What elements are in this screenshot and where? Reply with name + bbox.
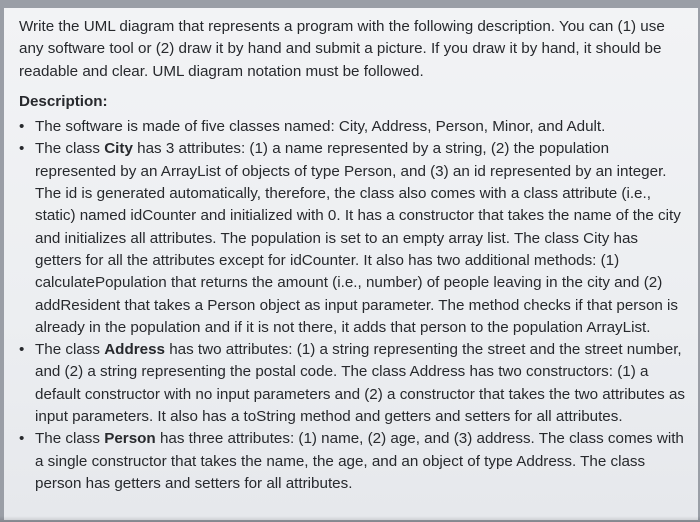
description-heading: Description: bbox=[19, 92, 108, 110]
intro-paragraph: Write the UML diagram that represents a program with the following description. You can (1) use any software tool or (2) draw it by hand and submit a picture. If you draw it by hand, it should be readable and clear. UML diagram notation must be followed. bbox=[19, 18, 665, 80]
class-name-city: City bbox=[104, 140, 133, 158]
class-name-person: Person bbox=[104, 430, 156, 448]
assignment-page bbox=[4, 8, 698, 520]
bullet-text: has three attributes: (1) name, (2) age, and (3) address. The class comes with a single constructor that takes the name, the age, and an object of type Address. The class person has getters and setters for all attributes. bbox=[35, 430, 684, 492]
bullet-text: has two attributes: (1) a string representing the street and the street number, and (2) a string representing the postal code. The class Address has two constructors: (1) a default constructor with no input parameters and (2) a constructor that takes the two attributes as input parameters. It also has a toString method and getters and setters for all attributes. bbox=[35, 341, 686, 426]
bullet-text: has 3 attributes: (1) a name represented by a string, (2) the population represented by an ArrayList of objects of type Person, and (3) an id represented by an integer. The id is generated automatically, therefore, the class also comes with a class attribute (i.e., static) named idCounter and initialized with 0. It has a constructor that takes the name of the city and initializes all attributes. The population is set to an empty array list. The class City has getters for all the attributes except for idCounter. It also has two additional methods: (1) calculatePopulation that returns the amount (i.e., number) of people leaving in the city and (2) addResident that takes a Person object as input parameter. The method checks if that person is already in the population and if it is not there, it adds that person to the population ArrayList. bbox=[35, 140, 681, 336]
list-item bbox=[19, 428, 688, 495]
bullet-icon: • bbox=[19, 118, 25, 136]
class-name-address: Address bbox=[104, 341, 165, 359]
bullet-icon: • bbox=[19, 140, 25, 158]
list-item bbox=[19, 116, 688, 138]
description-list bbox=[19, 116, 688, 495]
list-item bbox=[19, 339, 688, 428]
bullet-text: The class bbox=[35, 430, 105, 448]
page-edge-shadow bbox=[0, 516, 700, 522]
bullet-icon: • bbox=[19, 430, 25, 448]
bullet-text: The class bbox=[35, 140, 105, 158]
bullet-text: The class bbox=[35, 341, 105, 359]
bullet-text: The software is made of five classes named: City, Address, Person, Minor, and Adult. bbox=[35, 118, 606, 136]
bullet-icon: • bbox=[19, 341, 25, 359]
list-item bbox=[19, 138, 688, 339]
